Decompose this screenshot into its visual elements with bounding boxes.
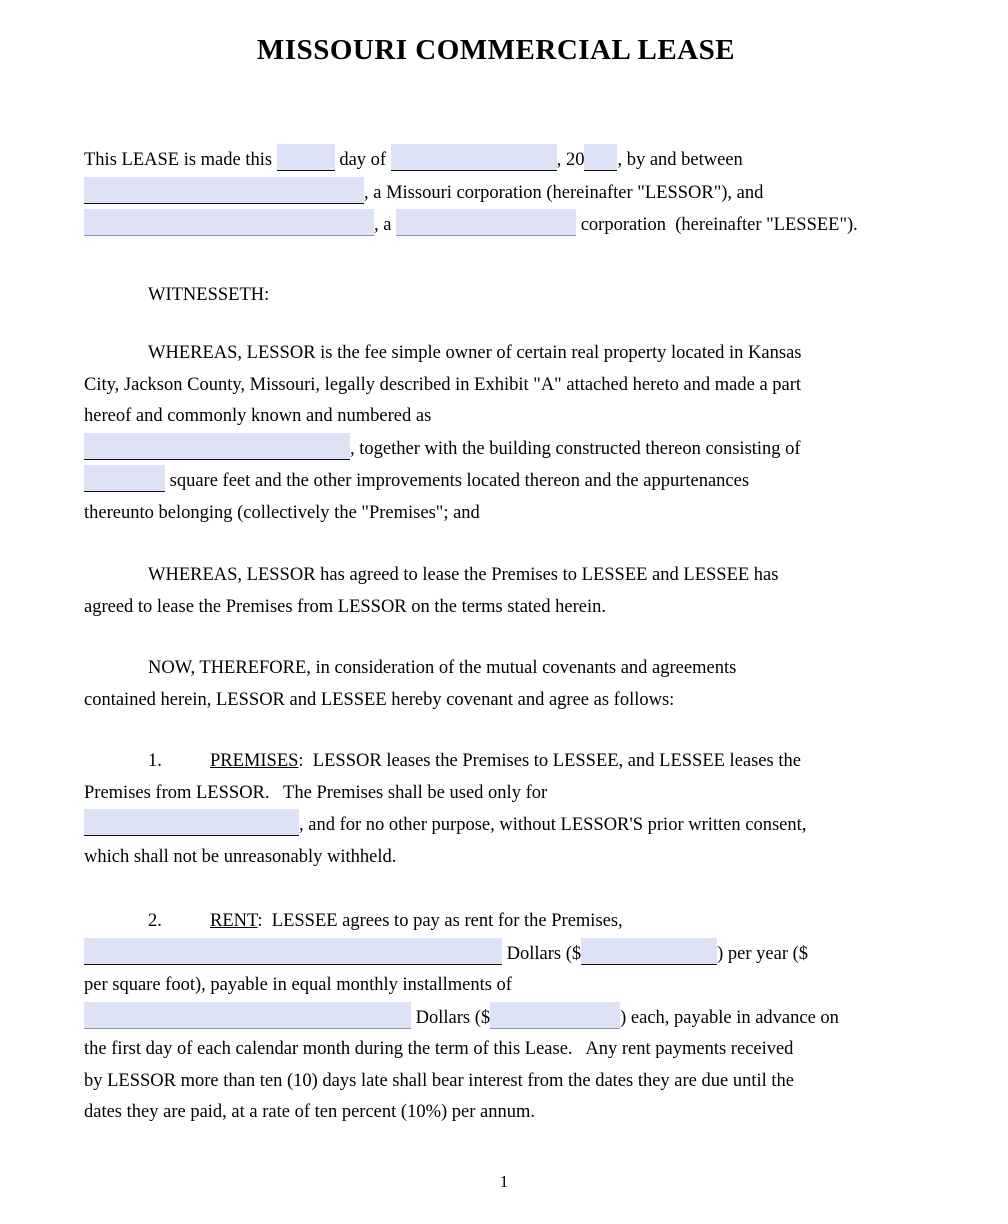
premises-line-3: [84, 809, 908, 842]
whereas1-line-1: [84, 338, 908, 370]
body-text: Dollars ($: [411, 1007, 491, 1028]
whereas-agreed-paragraph: [84, 560, 908, 623]
section-number: 1.: [148, 751, 162, 771]
body-text: WHEREAS, LESSOR has agreed to lease the Premises to LESSEE and LESSEE has: [148, 565, 779, 585]
monthly-rent-words-field[interactable]: [84, 1002, 411, 1029]
whereas1-line-2: [84, 370, 908, 402]
premises-line-1: [84, 746, 908, 778]
body-text: WHEREAS, LESSOR is the fee simple owner of certain real property located in Kansas: [148, 343, 802, 363]
now-therefore-line-2: [84, 685, 908, 717]
body-text: contained herein, LESSOR and LESSEE hereby covenant and agree as follows:: [84, 689, 675, 710]
intro-paragraph: [84, 144, 908, 242]
page-number: 1: [499, 1172, 509, 1191]
body-text: Premises from LESSOR. The Premises shall be used only for: [84, 782, 548, 803]
rent-line-4: [84, 1002, 908, 1035]
premises-line-4: [84, 842, 908, 874]
body-text: dates they are paid, at a rate of ten percent (10%) per annum.: [84, 1102, 535, 1122]
premises-line-2: [84, 778, 908, 810]
whereas-owner-paragraph: [84, 338, 908, 529]
witnesseth-paragraph: [84, 280, 908, 312]
body-text: by LESSOR more than ten (10) days late shall bear interest from the dates they are due until the: [84, 1070, 794, 1091]
body-text: , and for no other purpose, without LESSOR'S prior written consent,: [299, 815, 807, 835]
lessee-name-field[interactable]: [84, 209, 374, 236]
rent-line-1: [84, 906, 908, 938]
body-text: : LESSOR leases the Premises to LESSEE, and LESSEE leases the: [298, 751, 801, 771]
now-therefore-paragraph: [84, 653, 908, 716]
body-text: ) per year ($: [717, 943, 809, 964]
square-feet-field[interactable]: [84, 465, 165, 492]
whereas2-line-2: [84, 592, 908, 624]
intro-text: , 20: [556, 150, 585, 170]
body-text: agreed to lease the Premises from LESSOR on the terms stated herein.: [84, 596, 606, 617]
body-text: hereof and commonly known and numbered as: [84, 406, 432, 426]
witnesseth-label: WITNESSETH:: [148, 284, 270, 305]
monthly-rent-amount-field[interactable]: [490, 1002, 620, 1029]
body-text: Dollars ($: [502, 943, 582, 964]
annual-rent-words-field[interactable]: [84, 938, 502, 965]
day-field[interactable]: [277, 144, 335, 171]
intro-text: , by and between: [617, 150, 743, 170]
rent-line-3: [84, 970, 908, 1002]
section-rent: [84, 906, 908, 1129]
permitted-use-field[interactable]: [84, 809, 299, 836]
witnesseth-line: [84, 280, 908, 312]
lessee-state-field[interactable]: [396, 209, 576, 236]
intro-text: , a Missouri corporation (hereinafter "LESSOR"), and: [364, 182, 764, 203]
document-body: [84, 30, 908, 1159]
rent-line-6: [84, 1066, 908, 1098]
section-number: 2.: [148, 911, 162, 931]
document-title: MISSOURI COMMERCIAL LEASE: [256, 34, 736, 66]
intro-text: This LEASE is made this: [84, 150, 277, 170]
whereas1-line-3: [84, 401, 908, 433]
rent-line-5: [84, 1034, 908, 1066]
whereas2-line-1: [84, 560, 908, 592]
rent-line-7: [84, 1097, 908, 1129]
month-field[interactable]: [391, 144, 557, 171]
whereas1-line-6: [84, 498, 908, 530]
body-text: , together with the building constructed thereon consisting of: [350, 438, 801, 459]
year-field[interactable]: [584, 144, 617, 171]
now-therefore-line-1: [84, 653, 908, 685]
body-text: NOW, THEREFORE, in consideration of the mutual covenants and agreements: [148, 658, 737, 678]
section-premises: [84, 746, 908, 873]
body-text: the first day of each calendar month during the term of this Lease. Any rent payments received: [84, 1039, 794, 1059]
intro-text: corporation (hereinafter "LESSEE").: [576, 215, 858, 235]
body-text: : LESSEE agrees to pay as rent for the Premises,: [257, 911, 623, 931]
body-text: per square foot), payable in equal monthly installments of: [84, 975, 512, 995]
lessor-name-field[interactable]: [84, 177, 364, 204]
intro-text: day of: [334, 150, 391, 170]
intro-line-3: [84, 209, 908, 242]
whereas1-line-5: [84, 465, 908, 498]
property-address-field[interactable]: [84, 433, 350, 460]
intro-text: , a: [374, 215, 397, 235]
annual-rent-amount-field[interactable]: [581, 938, 717, 965]
intro-line-2: [84, 177, 908, 210]
body-text: thereunto belonging (collectively the "Premises"; and: [84, 502, 480, 523]
whereas1-line-4: [84, 433, 908, 466]
body-text: square feet and the other improvements located thereon and the appurtenances: [165, 471, 750, 491]
premises-heading: PREMISES: [210, 751, 299, 771]
rent-heading: RENT: [210, 911, 258, 931]
body-text: ) each, payable in advance on: [620, 1007, 839, 1028]
rent-line-2: [84, 938, 908, 971]
body-text: City, Jackson County, Missouri, legally described in Exhibit "A" attached hereto and made a part: [84, 374, 802, 395]
body-text: which shall not be unreasonably withheld.: [84, 846, 397, 867]
intro-line-1: [84, 144, 908, 177]
